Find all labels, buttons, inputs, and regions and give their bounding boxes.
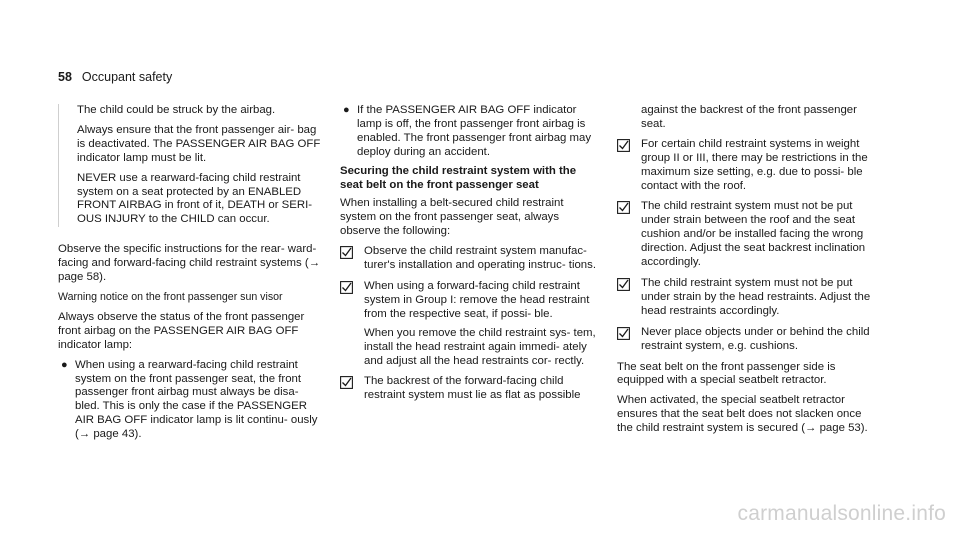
check-item bbox=[617, 326, 879, 354]
check-text: Observe the child restraint system manufac- turer's installation and operating instruc- tions. bbox=[364, 245, 597, 272]
warning-box bbox=[58, 104, 326, 227]
warning-line-2: Always ensure that the front passenger air- bag is deactivated. The PASSENGER AIR BAG OFF indicator lamp must be lit. bbox=[77, 123, 321, 164]
check-text: The child restraint system must not be put under strain by the head restraints. Adjust the head restraints accordingly. bbox=[641, 276, 871, 317]
checkbox-icon bbox=[340, 281, 353, 294]
bullet-item bbox=[340, 104, 602, 160]
check-item bbox=[340, 245, 602, 273]
page-number: 58 bbox=[58, 70, 72, 84]
column-2 bbox=[340, 104, 602, 410]
checkbox-icon bbox=[617, 327, 630, 340]
check-continuation: against the backrest of the front passenger seat. bbox=[641, 104, 857, 130]
check-subtext: When you remove the child restraint sys- tem, install the head restraint again immedi- ately and adjust all the head restraints cor- rectly. bbox=[364, 326, 596, 367]
page-header bbox=[58, 70, 172, 84]
retractor-text: The seat belt on the front passenger side is equipped with a special seatbelt retractor. bbox=[617, 360, 836, 387]
section-title: Occupant safety bbox=[81, 70, 173, 84]
bullet-icon: ● bbox=[61, 358, 68, 371]
warning-line-3: NEVER use a rearward-facing child restraint system on a seat protected by an ENABLED FRONT AIRBAG in front of it, DEATH or SERI- OUS INJURY to the CHILD can occur. bbox=[77, 171, 313, 226]
watermark: carmanualsonline.info bbox=[737, 502, 946, 525]
retractor-activation-text: When activated, the special seatbelt retractor ensures that the seat belt does not slacken once the child restraint system is secured (→ page 53). bbox=[617, 394, 868, 435]
check-item bbox=[617, 200, 879, 270]
section-heading: Securing the child restraint system with the seat belt on the front passenger seat bbox=[340, 164, 577, 191]
column-1 bbox=[58, 104, 326, 447]
checkbox-icon bbox=[617, 201, 630, 214]
check-item bbox=[617, 138, 879, 194]
always-observe-text: Always observe the status of the front passenger front airbag on the PASSENGER AIR BAG OFF indicator lamp: bbox=[58, 310, 305, 351]
bullet-text: When using a rearward-facing child restraint system on the front passenger seat, the front passenger front airbag must always be disa- bled. This is only the case if the PASSENGER AIR BAG OFF indicator lamp is lit continu- ously (→ page 43). bbox=[75, 358, 318, 441]
check-text: The backrest of the forward-facing child restraint system must lie as flat as possible bbox=[364, 375, 581, 402]
check-text: The child restraint system must not be put under strain between the roof and the seat cushion and/or be installed facing the wrong direction. Adjust the seat backrest inclination accordingly. bbox=[641, 200, 866, 269]
intro-text: When installing a belt-secured child restraint system on the front passenger seat, always observe the following: bbox=[340, 197, 564, 238]
warning-line-1: The child could be struck by the airbag. bbox=[77, 104, 276, 116]
checkbox-icon bbox=[340, 376, 353, 389]
bullet-item bbox=[58, 359, 326, 442]
checkbox-icon bbox=[617, 139, 630, 152]
sun-visor-caption: Warning notice on the front passenger sun visor bbox=[58, 290, 283, 303]
check-text: Never place objects under or behind the child restraint system, e.g. cushions. bbox=[641, 325, 870, 352]
checkbox-icon bbox=[617, 278, 630, 291]
observe-text: Observe the specific instructions for the rear- ward-facing and forward-facing child restraint systems (→ page 58). bbox=[58, 243, 321, 284]
column-3 bbox=[617, 104, 879, 442]
bullet-icon: ● bbox=[343, 104, 350, 116]
check-text: For certain child restraint systems in weight group II or III, there may be restrictions in the maximum size setting, e.g. due to possi- ble contact with the roof. bbox=[641, 137, 868, 192]
checkbox-icon bbox=[340, 246, 353, 259]
bullet-text: If the PASSENGER AIR BAG OFF indicator lamp is off, the front passenger front airbag is enabled. The front passenger front airbag may deploy during an accident. bbox=[357, 104, 592, 158]
check-text: When using a forward-facing child restraint system in Group I: remove the head restraint from the respective seat, if possi- ble. bbox=[364, 279, 590, 320]
check-item bbox=[340, 280, 602, 368]
check-item bbox=[340, 375, 602, 403]
check-item bbox=[617, 277, 879, 319]
